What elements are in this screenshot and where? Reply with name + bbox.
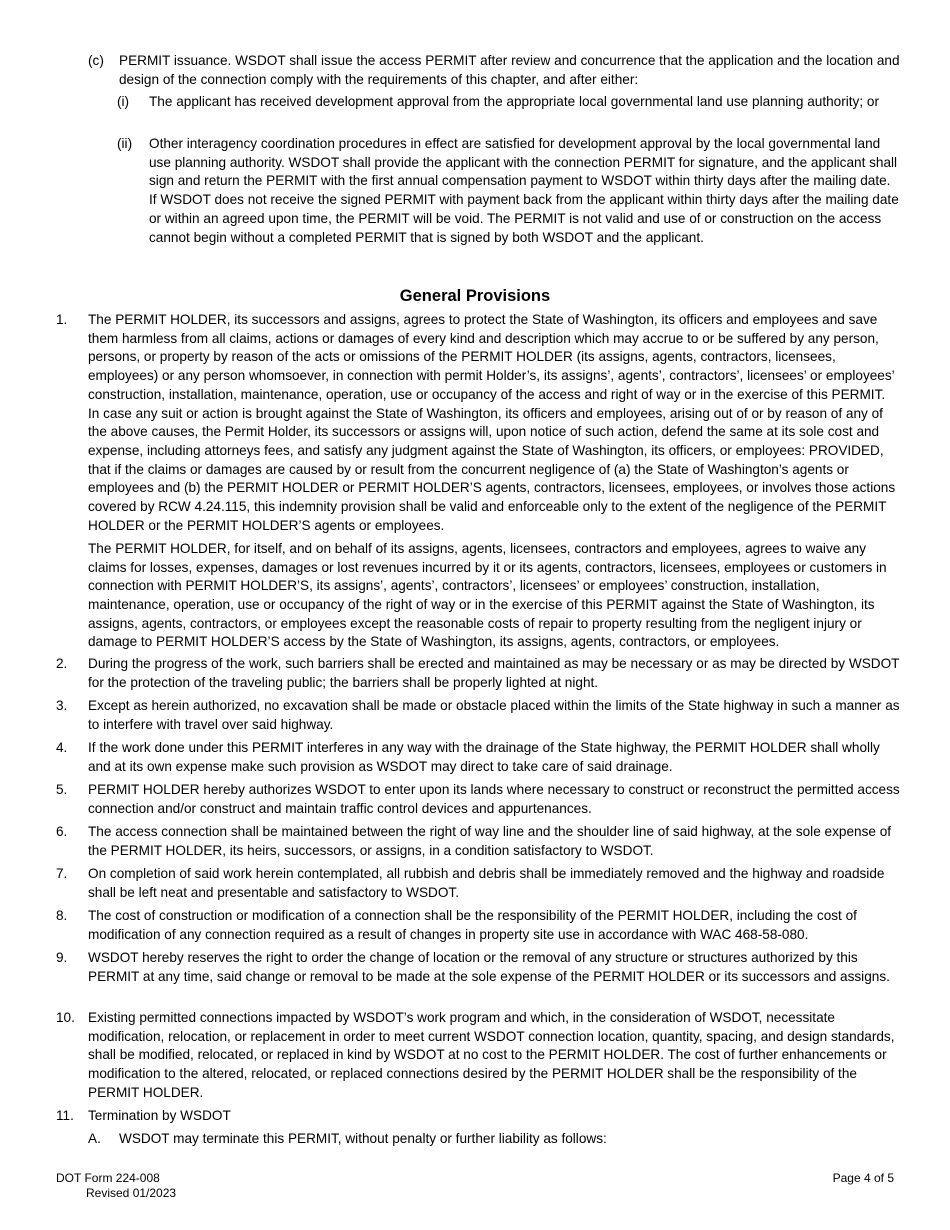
provision-item-9: [56, 949, 900, 986]
item-text: The access connection shall be maintained between the right of way line and the shoulder line of said highway, at the sole expense of the PERMIT HOLDER, its heirs, successors, or assigns, in a condition satisfactory to WSDOT.: [88, 824, 892, 858]
subitem-text: WSDOT may terminate this PERMIT, without penalty or further liability as follows:: [119, 1131, 607, 1146]
section-c: [88, 52, 900, 89]
item-text: The cost of construction or modification of a connection shall be the responsibility of the PERMIT HOLDER, including the cost of modification of any connection required as a result of changes in property site use in accordance with WAC 468-58-080.: [88, 908, 857, 942]
provision-item-10: [56, 1009, 900, 1103]
item-number: 9.: [56, 950, 68, 965]
item-paragraph: The PERMIT HOLDER, for itself, and on behalf of its assigns, agents, licensees, contractors and employees, agrees to waive any claims for losses, expenses, damages or lost revenues incurred by it or its agents, contractors, licensees, employees or customers in connection with PERMIT HOLDER’S, its assigns’, agents’, contractors’, licensees’ or employees’ construction, installation, maintenance, operation, use or occupancy of the right of way or in the exercise of this PERMIT against the State of Washington, its assigns, agents, contractors, or employees except the reasonable costs of repair to property resulting from the negligent injury or damage to PERMIT HOLDER’S access by the State of Washington, its assigns, agents, contractors, or employees.: [88, 540, 887, 650]
item-number: 10.: [56, 1010, 75, 1025]
provision-item-1: [56, 311, 900, 657]
section-c-text: PERMIT issuance. WSDOT shall issue the access PERMIT after review and concurrence that the application and the location and design of the connection comply with the requirements of this chapter, and after either:: [119, 53, 900, 87]
item-number: 4.: [56, 740, 68, 755]
provision-item-3: [56, 697, 900, 734]
provision-item-4: [56, 739, 900, 776]
provision-item-7: [56, 865, 900, 902]
footer-form-number: DOT Form 224-008: [56, 1171, 160, 1185]
provision-item-11-subitem-a: [88, 1130, 900, 1149]
item-number: 7.: [56, 866, 68, 881]
provision-item-5: [56, 781, 900, 818]
item-text: WSDOT hereby reserves the right to order the change of location or the removal of any structure or structures authorized by this PERMIT at any time, said change or removal to be made at the sole expense of the PERMIT HOLDER or its successors and assigns.: [88, 950, 890, 984]
section-c-marker: (c): [88, 53, 104, 68]
item-number: 6.: [56, 824, 68, 839]
item-text: PERMIT HOLDER hereby authorizes WSDOT to enter upon its lands where necessary to construct or reconstruct the permitted access connection and/or construct and maintain traffic control devices and appurtenances.: [88, 782, 900, 816]
item-text: During the progress of the work, such barriers shall be erected and maintained as may be necessary or as may be directed by WSDOT for the protection of the traveling public; the barriers shall be properly lighted at night.: [88, 656, 900, 690]
item-number: 3.: [56, 698, 68, 713]
provision-item-11: [56, 1107, 900, 1126]
section-c-subitem-ii: [117, 135, 900, 247]
subitem-text: Other interagency coordination procedures in effect are satisfied for development approval by the local governmental land use planning authority. WSDOT shall provide the applicant with the connection PERMIT for signature, and the applicant shall sign and return the PERMIT with the first annual compensation payment to WSDOT within thirty days after the mailing date. If WSDOT does not receive the signed PERMIT with payment back from the applicant within thirty days after the mailing date or within an agreed upon time, the PERMIT will be void. The PERMIT is not valid and use of or construction on the access cannot begin without a completed PERMIT that is signed by both WSDOT and the applicant.: [149, 136, 899, 245]
provision-item-6: [56, 823, 900, 860]
subitem-marker: (i): [117, 94, 130, 109]
footer-page-number: Page 4 of 5: [832, 1171, 894, 1185]
item-number: 11.: [56, 1108, 74, 1123]
item-number: 2.: [56, 656, 68, 671]
subitem-marker: (ii): [117, 136, 133, 151]
item-number: 5.: [56, 782, 68, 797]
item-text: If the work done under this PERMIT interferes in any way with the drainage of the State highway, the PERMIT HOLDER shall wholly and at its own expense make such provision as WSDOT may direct to take care of said drainage.: [88, 740, 880, 774]
footer-revised-date: Revised 01/2023: [86, 1186, 177, 1200]
provision-item-2: [56, 655, 900, 692]
item-text: Existing permitted connections impacted by WSDOT’s work program and which, in the consideration of WSDOT, necessitate modification, relocation, or replacement in order to meet current WSDOT connection location, quantity, spacing, and design standards, shall be modified, relocated, or replaced in kind by WSDOT at no cost to the PERMIT HOLDER. The cost of further enhancements or modification to the altered, relocated, or replaced connections desired by the PERMIT HOLDER shall be the responsibility of the PERMIT HOLDER.: [88, 1010, 895, 1100]
item-text: Except as herein authorized, no excavation shall be made or obstacle placed within the limits of the State highway in such a manner as to interfere with travel over said highway.: [88, 698, 900, 732]
section-c-subitem-i: [117, 93, 900, 112]
item-text: On completion of said work herein contemplated, all rubbish and debris shall be immediately removed and the highway and roadside shall be left neat and presentable and satisfactory to WSDOT.: [88, 866, 885, 900]
subitem-text: The applicant has received development approval from the appropriate local governmental land use planning authority; or: [149, 94, 879, 109]
item-paragraph: The PERMIT HOLDER, its successors and assigns, agrees to protect the State of Washington, its officers and employees and save them harmless from all claims, actions or damages of every kind and description which may accrue to or be suffered by any person, persons, or property by reason of the acts or omissions of the PERMIT HOLDER (its assigns, agents, contractors, licensees, employees) or any person whomsoever, in connection with permit Holder’s, its assigns’, agents’, contractors’, licensees’ or employees’ construction, installation, maintenance, operation, use or occupancy of the access and right of way or in the exercise of this PERMIT. In case any suit or action is brought against the State of Washington, its officers and employees, arising out of or by reason of any of the above causes, the Permit Holder, its successors or assigns will, upon notice of such action, defend the same at its sole cost and expense, including attorneys fees, and satisfy any judgment against the State of Washington, its officers, or employees: PROVIDED, that if the claims or damages are caused by or result from the concurrent negligence of (a) the State of Washington’s agents or employees and (b) the PERMIT HOLDER or PERMIT HOLDER’S agents, contractors, licensees, employees, or involves those actions covered by RCW 4.24.115, this indemnity provision shall be valid and enforceable only to the extent of the negligence of the PERMIT HOLDER or the PERMIT HOLDER’S agents or employees.: [88, 312, 896, 533]
provision-item-8: [56, 907, 900, 944]
section-title: General Provisions: [399, 287, 551, 305]
item-text: Termination by WSDOT: [88, 1108, 231, 1123]
subitem-marker: A.: [88, 1131, 101, 1146]
item-number: 8.: [56, 908, 68, 923]
item-number: 1.: [56, 312, 68, 327]
